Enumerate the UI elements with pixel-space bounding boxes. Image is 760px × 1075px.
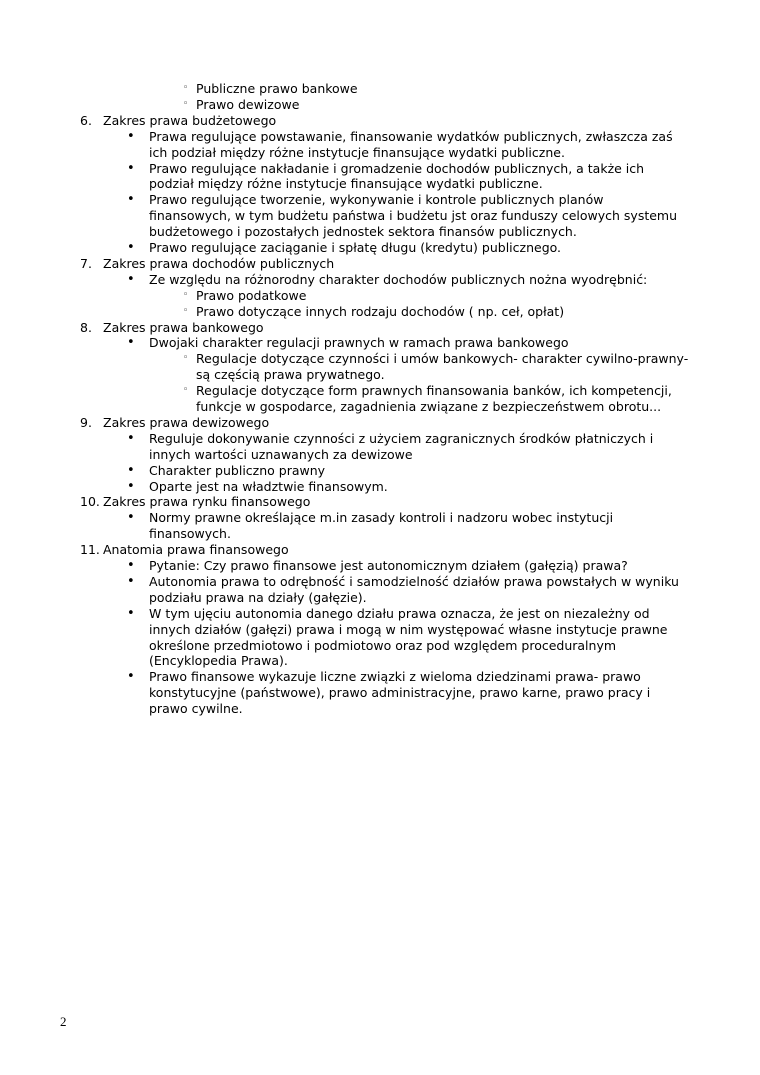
bullet-text: określone przedmiotowo i podmiotowo oraz pod względem proceduralnym <box>149 637 617 653</box>
sub-item-text: Prawo podatkowe <box>196 287 307 303</box>
bullet-text: innych działów (gałęzi) prawa i mogą w nim występować własne instytucje prawne <box>149 621 668 637</box>
sub-item-text: Prawo dewizowe <box>196 96 300 112</box>
bullet-text: Ze względu na różnorodny charakter dochodów publicznych nożna wyodrębnić: <box>149 271 648 287</box>
bullet-text: Prawo regulujące zaciąganie i spłatę długu (kredytu) publicznego. <box>149 240 562 255</box>
sub-item-text: Publiczne prawo bankowe <box>196 81 358 96</box>
bullet-text: Normy prawne określające m.in zasady kontroli i nadzoru wobec instytucji <box>149 510 614 526</box>
bullet-marker: • <box>127 128 135 144</box>
bullet-marker: • <box>127 605 135 621</box>
bullet-marker: • <box>127 430 135 446</box>
bullet-text: prawo cywilne. <box>149 701 243 717</box>
section-heading: Zakres prawa bankowego <box>103 319 264 335</box>
sub-item-text: są częścią prawa prywatnego. <box>196 367 385 383</box>
section-heading: Anatomia prawa finansowego <box>103 542 289 558</box>
section-heading: Zakres prawa dewizowego <box>103 414 270 430</box>
sub-bullet-marker: ◦ <box>183 385 189 396</box>
page-number: 2 <box>60 1014 67 1029</box>
sub-item-text: funkcje w gospodarce, zagadnienia związane z bezpieczeństwem obrotu... <box>196 399 662 414</box>
section-number: 8. <box>80 319 92 335</box>
bullet-text: Reguluje dokonywanie czynności z użyciem zagranicznych środków płatniczych i <box>149 430 654 446</box>
bullet-marker: • <box>127 510 135 526</box>
bullet-text: podział między różne instytucje finansujące wydatki publiczne. <box>149 176 543 192</box>
bullet-marker: • <box>127 669 135 685</box>
bullet-text: finansowych. <box>149 526 231 542</box>
bullet-text: Prawo finansowe wykazuje liczne związki z wieloma dziedzinami prawa- prawo <box>149 669 641 685</box>
bullet-text: Autonomia prawa to odrębność i samodzielność działów prawa powstałych w wyniku <box>149 573 679 589</box>
bullet-text: Prawo regulujące nakładanie i gromadzenie dochodów publicznych, a także ich <box>149 160 645 176</box>
section-number: 9. <box>80 414 92 430</box>
section-number: 7. <box>80 255 92 271</box>
sub-bullet-marker: ◦ <box>183 83 189 93</box>
sub-bullet-marker: ◦ <box>183 98 189 109</box>
section-heading: Zakres prawa rynku finansowego <box>103 494 311 510</box>
bullet-text: Prawa regulujące powstawanie, finansowanie wydatków publicznych, zwłaszcza zaś <box>149 128 673 144</box>
bullet-text: innych wartości uznawanych za dewizowe <box>149 446 413 462</box>
sub-item-text: Regulacje dotyczące czynności i umów bankowych- charakter cywilno-prawny- <box>196 351 689 367</box>
bullet-marker: • <box>127 192 135 208</box>
bullet-text: podziału prawa na działy (gałęzie). <box>149 589 367 605</box>
bullet-text: budżetowego i pozostałych jednostek sektora finansów publicznych. <box>149 224 577 240</box>
bullet-text: konstytucyjne (państwowe), prawo administracyjne, prawo karne, prawo pracy i <box>149 685 651 701</box>
sub-bullet-marker: ◦ <box>183 305 189 316</box>
section-number: 6. <box>80 112 92 128</box>
bullet-text: Pytanie: Czy prawo finansowe jest autonomicznym działem (gałęzią) prawa? <box>149 558 628 573</box>
section-heading: Zakres prawa budżetowego <box>103 112 277 128</box>
bullet-text: Prawo regulujące tworzenie, wykonywanie i kontrole publicznych planów <box>149 192 604 208</box>
bullet-text: Charakter publiczno prawny <box>149 462 326 478</box>
sub-bullet-marker: ◦ <box>183 353 189 364</box>
sub-item-text: Prawo dotyczące innych rodzaju dochodów ( np. ceł, opłat) <box>196 303 565 319</box>
sub-item-text: Regulacje dotyczące form prawnych finansowania banków, ich kompetencji, <box>196 383 672 399</box>
section-number: 11. <box>80 542 100 558</box>
bullet-text: W tym ujęciu autonomia danego działu prawa oznacza, że jest on niezależny od <box>149 605 650 621</box>
sub-bullet-marker: ◦ <box>183 289 189 300</box>
bullet-marker: • <box>127 478 135 494</box>
bullet-text: Oparte jest na władztwie finansowym. <box>149 478 388 494</box>
bullet-marker: • <box>127 160 135 176</box>
bullet-text: finansowych, w tym budżetu państwa i budżetu jst oraz funduszy celowych systemu <box>149 208 678 224</box>
section-number: 10. <box>80 494 100 510</box>
bullet-text: Dwojaki charakter regulacji prawnych w ramach prawa bankowego <box>149 335 569 351</box>
bullet-text: ich podział między różne instytucje finansujące wydatki publiczne. <box>149 144 565 160</box>
bullet-marker: • <box>127 335 135 351</box>
section-heading: Zakres prawa dochodów publicznych <box>103 255 335 271</box>
bullet-marker: • <box>127 240 135 255</box>
bullet-marker: • <box>127 462 135 478</box>
bullet-marker: • <box>127 558 135 573</box>
bullet-marker: • <box>127 573 135 589</box>
bullet-marker: • <box>127 271 135 287</box>
bullet-text: (Encyklopedia Prawa). <box>149 653 288 669</box>
